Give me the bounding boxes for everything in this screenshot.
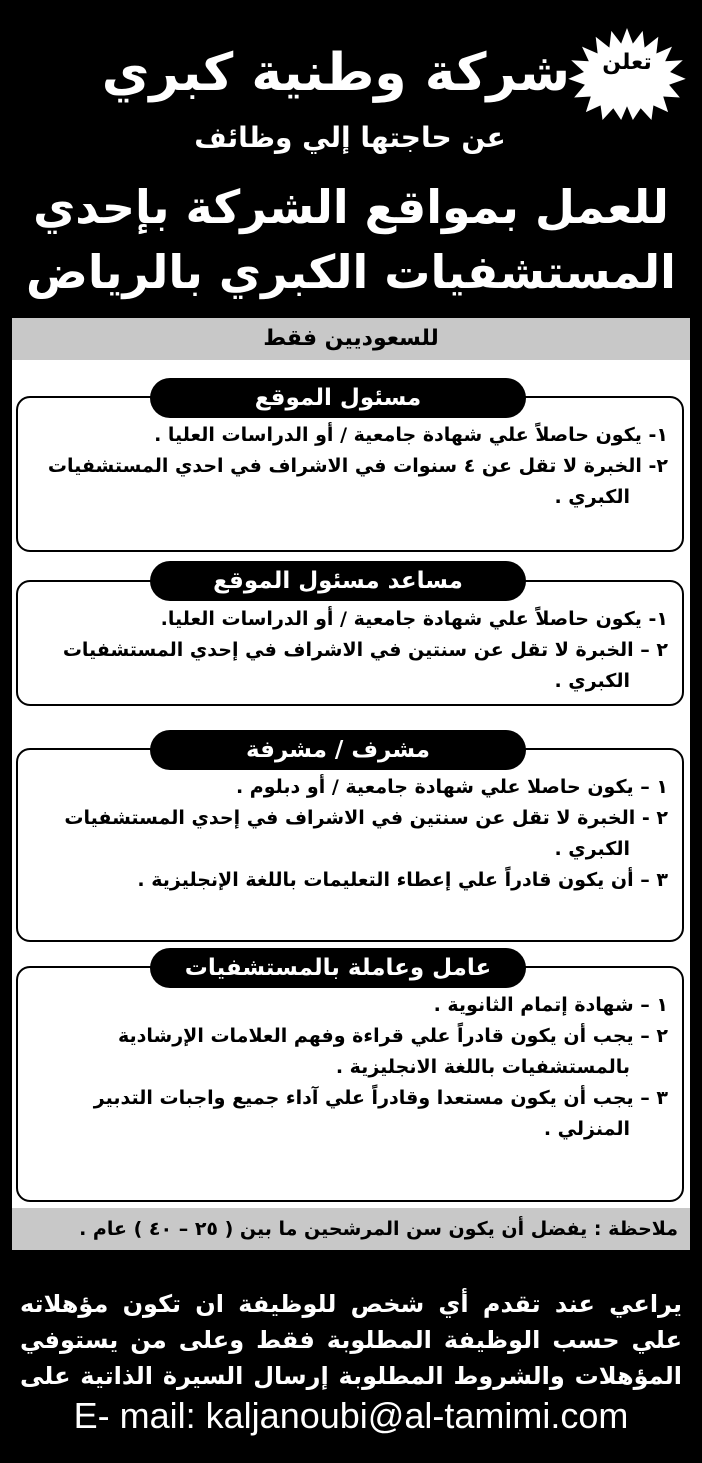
requirement: ١ – شهادة إتمام الثانوية . — [433, 994, 668, 1016]
footer-line: يراعي عند تقدم أي شخص للوظيفة ان تكون مؤهلاته — [20, 1290, 682, 1318]
contact-email: E- mail: kaljanoubi@al-tamimi.com — [73, 1395, 629, 1436]
age-note: ملاحظة : يفضل أن يكون سن المرشحين ما بين ( ٢٥ – ٤٠ ) عام . — [12, 1208, 690, 1250]
requirement: ٣ – يجب أن يكون مستعدا وقادراً علي آداء جميع واجبات التدبير المنزلي . — [93, 1087, 668, 1140]
requirement: ٢- الخبرة لا تقل عن ٤ سنوات في الاشراف في احدي المستشفيات الكبري . — [47, 455, 668, 508]
headline-line-1: للعمل بمواقع الشركة بإحدي — [33, 180, 669, 234]
job-title: مسئول الموقع — [150, 378, 526, 418]
requirement: ٣ – أن يكون قادراً علي إعطاء التعليمات باللغة الإنجليزية . — [137, 869, 668, 891]
job-title: مساعد مسئول الموقع — [150, 561, 526, 601]
requirement: ٢ – الخبرة لا تقل عن سنتين في الاشراف في إحدي المستشفيات الكبري . — [62, 639, 668, 692]
headline-line-2: المستشفيات الكبري بالرياض — [26, 245, 676, 299]
job-section — [16, 966, 684, 1202]
footer-line: المؤهلات والشروط المطلوبة إرسال السيرة الذاتية على — [20, 1362, 682, 1390]
footer-line: علي حسب الوظيفة المطلوبة فقط وعلى من يستوفي — [20, 1326, 682, 1354]
job-section — [16, 396, 684, 552]
saudi-only-banner: للسعوديين فقط — [12, 318, 690, 360]
requirement: ٢ – يجب أن يكون قادراً علي قراءة وفهم العلامات الإرشادية بالمستشفيات باللغة الانجليزية . — [118, 1025, 668, 1078]
requirement: ٢ - الخبرة لا تقل عن سنتين في الاشراف في إحدي المستشفيات الكبري . — [64, 807, 668, 860]
subtitle: عن حاجتها إلي وظائف — [194, 121, 506, 154]
badge-label: تعلن — [602, 50, 652, 75]
job-title: عامل وعاملة بالمستشفيات — [150, 948, 526, 988]
job-title: مشرف / مشرفة — [150, 730, 526, 770]
requirement: ١ – يكون حاصلا علي شهادة جامعية / أو دبلوم . — [235, 776, 668, 798]
company-title: شركة وطنية كبري — [101, 43, 570, 103]
requirement: ١- يكون حاصلاً علي شهادة جامعية / أو الدراسات العليا . — [154, 424, 668, 446]
requirement: ١- يكون حاصلاً علي شهادة جامعية / أو الدراسات العليا. — [160, 608, 668, 630]
job-section — [16, 748, 684, 942]
